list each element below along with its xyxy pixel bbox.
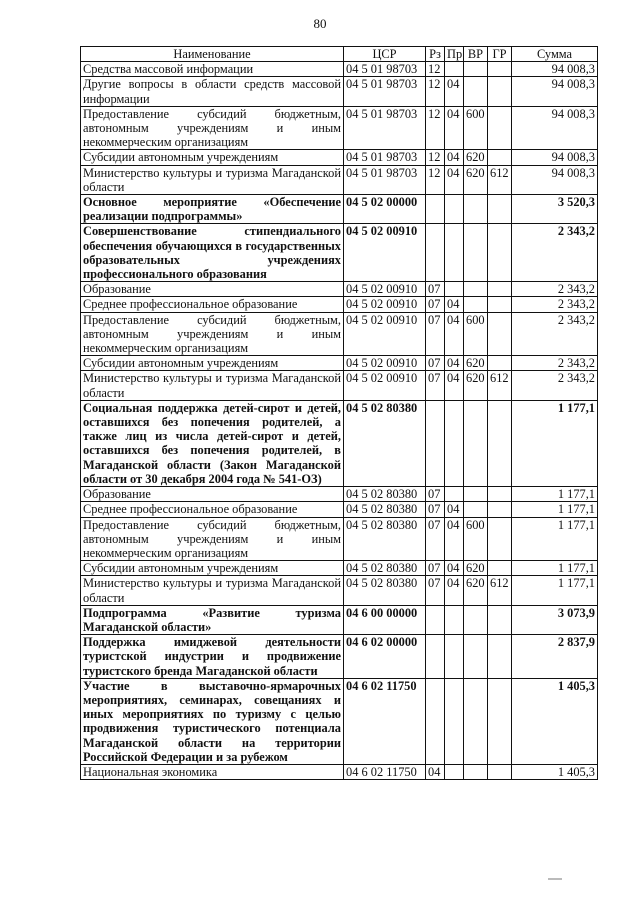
cell-pr xyxy=(445,62,464,77)
cell-gr xyxy=(488,62,512,77)
cell-name: Предоставление субсидий бюджетным, автономным учреждениям и иным некоммерческим организациям xyxy=(81,517,344,561)
cell-csr: 04 6 00 00000 xyxy=(344,605,426,634)
cell-pr: 04 xyxy=(445,77,464,106)
cell-gr xyxy=(488,487,512,502)
header-sum: Сумма xyxy=(512,47,598,62)
cell-sum: 2 343,2 xyxy=(512,371,598,400)
cell-vr: 620 xyxy=(464,371,488,400)
table-row xyxy=(81,371,598,400)
cell-sum: 1 177,1 xyxy=(512,400,598,486)
cell-name: Образование xyxy=(81,282,344,297)
cell-name: Предоставление субсидий бюджетным, автономным учреждениям и иным некоммерческим организациям xyxy=(81,106,344,150)
cell-sum: 1 177,1 xyxy=(512,561,598,576)
cell-rz: 12 xyxy=(426,150,445,165)
cell-gr xyxy=(488,517,512,561)
header-row xyxy=(81,47,598,62)
cell-rz xyxy=(426,195,445,224)
table-row xyxy=(81,165,598,194)
cell-csr: 04 5 02 00910 xyxy=(344,356,426,371)
cell-name: Поддержка имиджевой деятельности туристской индустрии и продвижение туристского бренда Магаданской области xyxy=(81,635,344,679)
cell-vr xyxy=(464,224,488,282)
cell-csr: 04 5 01 98703 xyxy=(344,150,426,165)
cell-name: Подпрограмма «Развитие туризма Магаданской области» xyxy=(81,605,344,634)
cell-name: Министерство культуры и туризма Магаданской области xyxy=(81,576,344,605)
cell-gr xyxy=(488,106,512,150)
cell-csr: 04 5 02 00910 xyxy=(344,297,426,312)
cell-rz: 07 xyxy=(426,297,445,312)
cell-rz: 04 xyxy=(426,764,445,779)
cell-rz: 12 xyxy=(426,62,445,77)
cell-pr: 04 xyxy=(445,502,464,517)
header-name: Наименование xyxy=(81,47,344,62)
cell-csr: 04 5 02 80380 xyxy=(344,487,426,502)
cell-vr: 600 xyxy=(464,312,488,356)
cell-csr: 04 6 02 11750 xyxy=(344,764,426,779)
cell-name: Совершенствование стипендиального обеспечения обучающихся в государственных образовательных учреждениях профессионального образования xyxy=(81,224,344,282)
cell-sum: 94 008,3 xyxy=(512,165,598,194)
header-csr: ЦСР xyxy=(344,47,426,62)
table-row xyxy=(81,150,598,165)
cell-vr xyxy=(464,502,488,517)
cell-name: Среднее профессиональное образование xyxy=(81,502,344,517)
cell-gr xyxy=(488,605,512,634)
cell-gr: 612 xyxy=(488,371,512,400)
cell-name: Средства массовой информации xyxy=(81,62,344,77)
table-row xyxy=(81,297,598,312)
cell-csr: 04 5 02 00910 xyxy=(344,282,426,297)
cell-rz: 07 xyxy=(426,282,445,297)
cell-sum: 94 008,3 xyxy=(512,77,598,106)
table-row xyxy=(81,502,598,517)
cell-sum: 1 177,1 xyxy=(512,517,598,561)
cell-csr: 04 5 02 00910 xyxy=(344,224,426,282)
cell-pr xyxy=(445,487,464,502)
page-number: 80 xyxy=(313,16,327,31)
cell-vr xyxy=(464,297,488,312)
header-rz: Рз xyxy=(426,47,445,62)
cell-rz: 07 xyxy=(426,502,445,517)
cell-gr xyxy=(488,195,512,224)
cell-pr: 04 xyxy=(445,356,464,371)
cell-gr xyxy=(488,312,512,356)
table-row xyxy=(81,356,598,371)
cell-vr: 620 xyxy=(464,150,488,165)
cell-name: Социальная поддержка детей-сирот и детей, оставшихся без попечения родителей, а также лиц из числа детей-сирот и детей, оставшихся без попечения родителей, в Магаданской области (Закон Магаданской области от 30 декабря 2004 года № 541-ОЗ) xyxy=(81,400,344,486)
cell-vr xyxy=(464,62,488,77)
cell-rz xyxy=(426,635,445,679)
cell-sum: 3 520,3 xyxy=(512,195,598,224)
table-row xyxy=(81,77,598,106)
table-row xyxy=(81,678,598,764)
cell-rz: 07 xyxy=(426,576,445,605)
table-row xyxy=(81,487,598,502)
cell-vr: 620 xyxy=(464,576,488,605)
table-row xyxy=(81,517,598,561)
cell-sum: 1 405,3 xyxy=(512,678,598,764)
cell-vr xyxy=(464,678,488,764)
cell-csr: 04 5 02 00000 xyxy=(344,195,426,224)
cell-gr xyxy=(488,356,512,371)
table-row xyxy=(81,576,598,605)
cell-sum: 2 343,2 xyxy=(512,224,598,282)
cell-pr: 04 xyxy=(445,312,464,356)
cell-rz: 07 xyxy=(426,371,445,400)
cell-pr: 04 xyxy=(445,576,464,605)
cell-pr xyxy=(445,764,464,779)
cell-rz: 12 xyxy=(426,165,445,194)
table-body xyxy=(81,62,598,780)
cell-csr: 04 5 02 80380 xyxy=(344,517,426,561)
cell-gr xyxy=(488,764,512,779)
cell-rz: 07 xyxy=(426,487,445,502)
table-row xyxy=(81,106,598,150)
cell-name: Среднее профессиональное образование xyxy=(81,297,344,312)
cell-rz: 07 xyxy=(426,561,445,576)
cell-csr: 04 5 01 98703 xyxy=(344,165,426,194)
cell-name: Участие в выставочно-ярмарочных мероприятиях, семинарах, совещаниях и иных мероприятиях по туризму с целью продвижения туристического потенциала Магаданской области на территории Российской Федерации и за рубежом xyxy=(81,678,344,764)
table-row xyxy=(81,561,598,576)
cell-name: Субсидии автономным учреждениям xyxy=(81,561,344,576)
table-row xyxy=(81,312,598,356)
cell-csr: 04 5 02 80380 xyxy=(344,561,426,576)
cell-sum: 1 405,3 xyxy=(512,764,598,779)
cell-pr: 04 xyxy=(445,165,464,194)
header-pr: Пр xyxy=(445,47,464,62)
cell-rz xyxy=(426,678,445,764)
cell-vr: 620 xyxy=(464,561,488,576)
cell-pr: 04 xyxy=(445,371,464,400)
cell-csr: 04 5 02 00910 xyxy=(344,312,426,356)
cell-gr xyxy=(488,678,512,764)
cell-sum: 2 343,2 xyxy=(512,297,598,312)
cell-pr xyxy=(445,282,464,297)
cell-vr xyxy=(464,487,488,502)
cell-vr xyxy=(464,605,488,634)
cell-csr: 04 5 02 80380 xyxy=(344,502,426,517)
cell-sum: 1 177,1 xyxy=(512,576,598,605)
cell-vr xyxy=(464,195,488,224)
cell-gr xyxy=(488,635,512,679)
cell-pr xyxy=(445,400,464,486)
cell-pr xyxy=(445,224,464,282)
table-row xyxy=(81,635,598,679)
cell-vr xyxy=(464,764,488,779)
cell-gr xyxy=(488,400,512,486)
cell-csr: 04 6 02 00000 xyxy=(344,635,426,679)
table-row xyxy=(81,195,598,224)
cell-vr xyxy=(464,635,488,679)
cell-name: Основное мероприятие «Обеспечение реализации подпрограммы» xyxy=(81,195,344,224)
cell-vr: 600 xyxy=(464,106,488,150)
cell-rz xyxy=(426,400,445,486)
table-row xyxy=(81,282,598,297)
cell-vr xyxy=(464,400,488,486)
cell-csr: 04 5 01 98703 xyxy=(344,106,426,150)
cell-rz: 12 xyxy=(426,77,445,106)
cell-csr: 04 6 02 11750 xyxy=(344,678,426,764)
cell-rz: 07 xyxy=(426,312,445,356)
cell-pr xyxy=(445,678,464,764)
budget-table xyxy=(80,46,598,780)
cell-gr: 612 xyxy=(488,165,512,194)
cell-vr xyxy=(464,282,488,297)
table-row xyxy=(81,764,598,779)
cell-rz: 07 xyxy=(426,517,445,561)
cell-name: Образование xyxy=(81,487,344,502)
cell-gr xyxy=(488,150,512,165)
cell-name: Субсидии автономным учреждениям xyxy=(81,356,344,371)
cell-vr: 620 xyxy=(464,165,488,194)
cell-name: Другие вопросы в области средств массовой информации xyxy=(81,77,344,106)
cell-sum: 94 008,3 xyxy=(512,150,598,165)
header-gr: ГР xyxy=(488,47,512,62)
cell-pr: 04 xyxy=(445,150,464,165)
cell-sum: 1 177,1 xyxy=(512,502,598,517)
cell-pr: 04 xyxy=(445,561,464,576)
cell-name: Субсидии автономным учреждениям xyxy=(81,150,344,165)
cell-gr xyxy=(488,77,512,106)
cell-csr: 04 5 02 80380 xyxy=(344,576,426,605)
cell-gr: 612 xyxy=(488,576,512,605)
cell-rz xyxy=(426,605,445,634)
cell-gr xyxy=(488,561,512,576)
cell-sum: 2 343,2 xyxy=(512,282,598,297)
table-row xyxy=(81,400,598,486)
cell-csr: 04 5 01 98703 xyxy=(344,62,426,77)
scan-mark xyxy=(548,878,562,880)
table-header xyxy=(81,47,598,62)
table-row xyxy=(81,62,598,77)
table-row xyxy=(81,605,598,634)
cell-pr: 04 xyxy=(445,297,464,312)
cell-vr: 620 xyxy=(464,356,488,371)
table-row xyxy=(81,224,598,282)
cell-sum: 2 343,2 xyxy=(512,312,598,356)
cell-name: Предоставление субсидий бюджетным, автономным учреждениям и иным некоммерческим организациям xyxy=(81,312,344,356)
cell-pr: 04 xyxy=(445,106,464,150)
cell-vr: 600 xyxy=(464,517,488,561)
cell-sum: 94 008,3 xyxy=(512,62,598,77)
header-vr: ВР xyxy=(464,47,488,62)
cell-pr xyxy=(445,195,464,224)
cell-pr xyxy=(445,635,464,679)
cell-csr: 04 5 02 80380 xyxy=(344,400,426,486)
cell-rz: 07 xyxy=(426,356,445,371)
cell-name: Национальная экономика xyxy=(81,764,344,779)
cell-rz: 12 xyxy=(426,106,445,150)
cell-rz xyxy=(426,224,445,282)
cell-gr xyxy=(488,502,512,517)
cell-gr xyxy=(488,297,512,312)
cell-gr xyxy=(488,224,512,282)
cell-csr: 04 5 02 00910 xyxy=(344,371,426,400)
cell-csr: 04 5 01 98703 xyxy=(344,77,426,106)
cell-sum: 1 177,1 xyxy=(512,487,598,502)
cell-gr xyxy=(488,282,512,297)
cell-sum: 94 008,3 xyxy=(512,106,598,150)
cell-sum: 3 073,9 xyxy=(512,605,598,634)
cell-sum: 2 343,2 xyxy=(512,356,598,371)
cell-name: Министерство культуры и туризма Магаданской области xyxy=(81,165,344,194)
cell-vr xyxy=(464,77,488,106)
cell-sum: 2 837,9 xyxy=(512,635,598,679)
cell-name: Министерство культуры и туризма Магаданской области xyxy=(81,371,344,400)
cell-pr xyxy=(445,605,464,634)
cell-pr: 04 xyxy=(445,517,464,561)
